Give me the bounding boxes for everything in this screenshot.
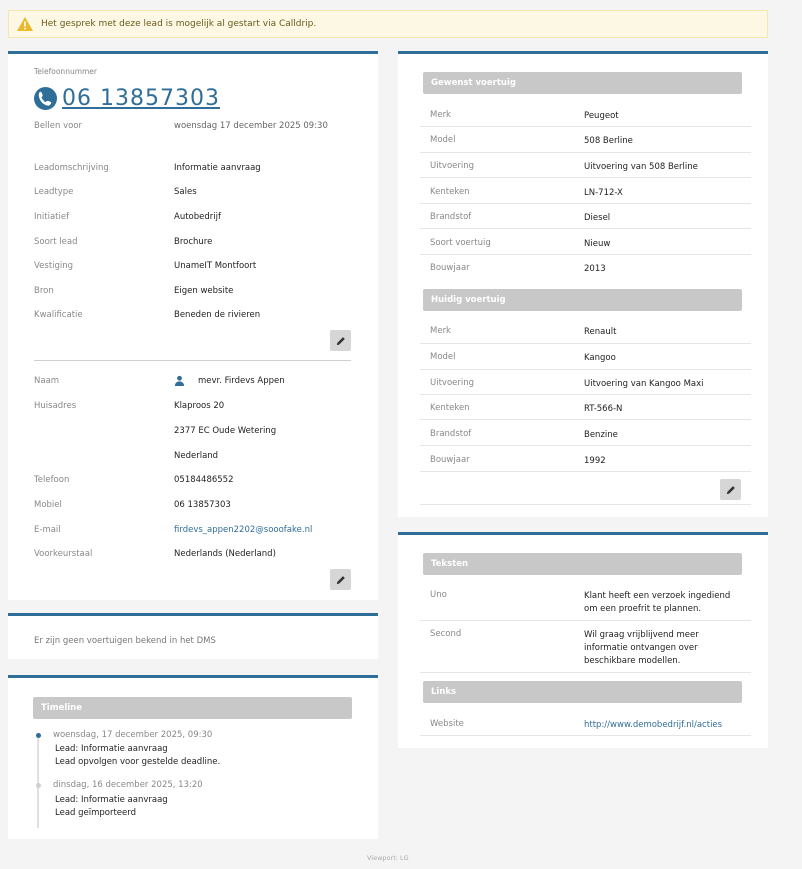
lead-field-label: Initiatief xyxy=(34,212,70,222)
lead-field-row xyxy=(34,286,233,296)
current-vehicle-row xyxy=(420,326,751,344)
dms-text: Er zijn geen voertuigen bekend in het DMS xyxy=(34,636,216,646)
row-label: Uitvoering xyxy=(430,378,475,388)
mobile-value: 06 13857303 xyxy=(174,500,231,510)
row-label: Uno xyxy=(430,590,447,600)
telephone-row xyxy=(34,475,234,485)
row-label: Bouwjaar xyxy=(430,455,470,465)
telephone-value: 05184486552 xyxy=(174,475,234,485)
lead-field-label: Vestiging xyxy=(34,261,74,271)
row-label: Merk xyxy=(430,326,451,336)
email-link[interactable]: firdevs_appen2202@sooofake.nl xyxy=(174,525,313,535)
lead-field-value: Informatie aanvraag xyxy=(174,163,261,173)
section-divider xyxy=(34,360,351,361)
lead-field-value: Eigen website xyxy=(174,286,234,296)
lead-field-value: Autobedrijf xyxy=(174,212,221,222)
edit-vehicles-button[interactable] xyxy=(720,479,741,500)
lead-field-label: Leadtype xyxy=(34,187,74,197)
email-row xyxy=(34,525,312,535)
row-label: Bouwjaar xyxy=(430,263,470,273)
lead-field-label: Leadomschrijving xyxy=(34,163,109,173)
person-name: mevr. Firdevs Appen xyxy=(198,375,285,386)
address-row xyxy=(34,401,224,411)
current-vehicle-row xyxy=(420,429,751,446)
row-label: Brandstof xyxy=(430,212,472,222)
mobile-label: Mobiel xyxy=(34,500,62,510)
phone-number-link[interactable]: 06 13857303 xyxy=(62,86,220,111)
table-bottom-divider xyxy=(420,504,751,505)
pencil-icon xyxy=(336,336,346,346)
calldrip-alert xyxy=(8,10,768,38)
row-value: 2013 xyxy=(584,264,606,274)
contact-card xyxy=(8,51,378,600)
row-value: Klant heeft een verzoek ingediend om een proefrit te plannen. xyxy=(584,591,731,614)
links-header: Links xyxy=(423,681,742,703)
timeline-entry-line1: Lead: Informatie aanvraag xyxy=(55,795,168,805)
timeline-entry-line2: Lead geïmporteerd xyxy=(55,808,137,818)
row-value: Renault xyxy=(584,327,617,337)
desired-vehicle-row xyxy=(420,212,751,229)
current-vehicle-header: Huidig voertuig xyxy=(423,289,742,311)
pencil-icon xyxy=(336,575,346,585)
row-value: Uitvoering van 508 Berline xyxy=(584,162,698,172)
desired-vehicle-header: Gewenst voertuig xyxy=(423,72,742,94)
language-value: Nederlands (Nederland) xyxy=(174,549,276,559)
timeline-line xyxy=(37,735,39,828)
language-row xyxy=(34,549,276,559)
row-label: Brandstof xyxy=(430,429,472,439)
row-value: 1992 xyxy=(584,456,606,466)
lead-field-row xyxy=(34,212,221,222)
email-label: E-mail xyxy=(34,525,61,535)
lead-field-value: UnameIT Montfoort xyxy=(174,261,257,271)
lead-field-value: Brochure xyxy=(174,237,213,247)
timeline-header: Timeline xyxy=(33,697,352,719)
desired-vehicle-row xyxy=(420,161,751,178)
edit-person-button[interactable] xyxy=(330,569,351,590)
name-label: Naam xyxy=(34,375,60,386)
row-label: Second xyxy=(430,629,462,639)
lead-field-label: Bron xyxy=(34,286,54,296)
address-line-1: Klaproos 20 xyxy=(174,401,225,411)
address-label: Huisadres xyxy=(34,401,77,411)
texts-header: Teksten xyxy=(423,553,742,575)
row-value: Peugeot xyxy=(584,111,619,121)
person-icon xyxy=(174,375,185,386)
row-value: Kangoo xyxy=(584,353,616,363)
current-vehicle-row xyxy=(420,403,751,420)
current-vehicle-row xyxy=(420,378,751,395)
warning-triangle-icon xyxy=(17,17,33,31)
row-label: Uitvoering xyxy=(430,161,475,171)
row-label: Soort voertuig xyxy=(430,238,491,248)
row-label: Kenteken xyxy=(430,187,470,197)
lead-field-value: Beneden de rivieren xyxy=(174,310,261,320)
current-vehicle-row xyxy=(420,455,751,472)
lead-field-row xyxy=(34,187,197,197)
row-label: Kenteken xyxy=(430,403,470,413)
row-label: Model xyxy=(430,352,456,362)
timeline-dot-active xyxy=(36,733,41,738)
desired-vehicle-row xyxy=(420,135,751,153)
person-name-row xyxy=(34,375,285,386)
timeline-entry-line2: Lead opvolgen voor gestelde deadline. xyxy=(55,757,221,767)
lead-field-label: Kwalificatie xyxy=(34,310,83,320)
telephone-label: Telefoon xyxy=(34,475,70,485)
current-vehicle-row xyxy=(420,352,751,370)
desired-vehicle-row xyxy=(420,263,751,280)
lead-field-row xyxy=(34,310,260,320)
link-row xyxy=(420,719,751,736)
mobile-row xyxy=(34,500,231,510)
row-value: Benzine xyxy=(584,430,618,440)
row-value: Uitvoering van Kangoo Maxi xyxy=(584,379,704,389)
language-label: Voorkeurstaal xyxy=(34,549,93,559)
row-value: LN-712-X xyxy=(584,188,623,198)
row-label: Merk xyxy=(430,110,451,120)
text-row xyxy=(420,629,751,673)
website-link[interactable]: http://www.demobedrijf.nl/acties xyxy=(584,720,723,730)
timeline-entry-line1: Lead: Informatie aanvraag xyxy=(55,744,168,754)
phone-label: Telefoonnummer xyxy=(34,67,98,76)
text-row xyxy=(420,590,751,621)
pencil-icon xyxy=(726,485,736,495)
call-before-label: Bellen voor xyxy=(34,121,83,131)
call-before-value: woensdag 17 december 2025 09:30 xyxy=(174,121,328,131)
row-value: 508 Berline xyxy=(584,136,633,146)
timeline-entry-date: woensdag, 17 december 2025, 09:30 xyxy=(53,730,213,740)
viewport-footer: Viewport: LG xyxy=(367,854,409,862)
row-label: Website xyxy=(430,719,464,729)
call-before-row xyxy=(34,121,328,131)
lead-field-row xyxy=(34,163,261,173)
row-value: RT-566-N xyxy=(584,404,623,414)
lead-field-row xyxy=(34,261,256,271)
phone-icon[interactable] xyxy=(34,87,57,110)
timeline-entry-date: dinsdag, 16 december 2025, 13:20 xyxy=(53,780,203,790)
row-value: Nieuw xyxy=(584,239,611,249)
row-value: Wil graag vrijblijvend meer informatie ontvangen over beschikbare modellen. xyxy=(584,630,699,666)
address-line-2: 2377 EC Oude Wetering xyxy=(174,426,277,436)
lead-field-label: Soort lead xyxy=(34,237,78,247)
desired-vehicle-row xyxy=(420,110,751,127)
row-value: Diesel xyxy=(584,213,611,223)
timeline-dot xyxy=(36,783,41,788)
lead-field-value: Sales xyxy=(174,187,197,197)
desired-vehicle-row xyxy=(420,238,751,255)
edit-lead-button[interactable] xyxy=(330,330,351,351)
address-line-3: Nederland xyxy=(174,451,219,461)
row-label: Model xyxy=(430,135,456,145)
alert-text: Het gesprek met deze lead is mogelijk al gestart via Calldrip. xyxy=(41,19,317,29)
lead-field-row xyxy=(34,237,212,247)
desired-vehicle-row xyxy=(420,187,751,204)
